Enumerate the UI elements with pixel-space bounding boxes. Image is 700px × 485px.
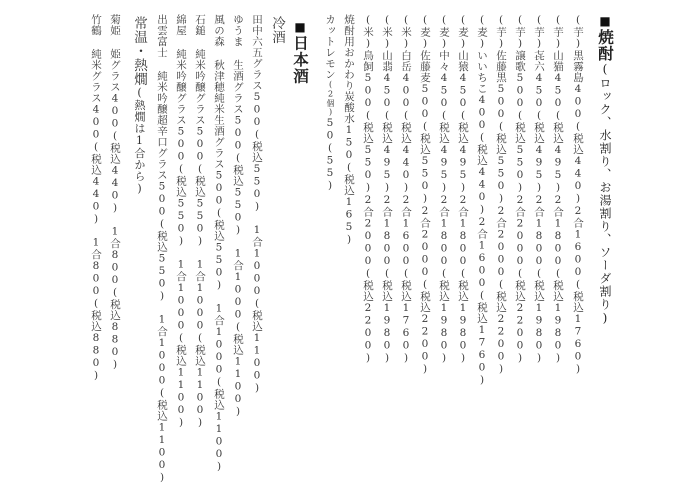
item-name: 中々	[438, 50, 450, 72]
item-type: (芋)	[514, 14, 526, 50]
cold-sake-item	[229, 14, 247, 418]
sake-title: 日本酒	[291, 35, 310, 85]
item-name: 鳥飼	[362, 50, 374, 72]
item-name: 山猫	[552, 50, 564, 72]
item-price: グラス500(税込550) 1合1000(税込1100)	[156, 147, 168, 484]
shochu-item	[359, 14, 377, 365]
item-name: 黒霧島	[572, 50, 584, 83]
item-type: (芋)	[572, 14, 584, 50]
item-type: (芋)	[533, 14, 545, 50]
item-qty: (2個)	[326, 80, 335, 117]
item-glass-price: 400(税込440)	[572, 83, 584, 205]
shochu-item	[454, 14, 472, 365]
shochu-item	[378, 14, 396, 365]
soda-item	[340, 14, 358, 246]
sake-section-heading	[288, 20, 312, 85]
warm-sake-item	[87, 14, 105, 382]
item-go-price: 2合2000(税込2200)	[514, 194, 526, 365]
item-go-price: 2合1800(税込1980)	[533, 194, 545, 365]
item-name: 白岳	[400, 50, 412, 72]
item-type: (米)	[362, 14, 374, 50]
cold-sake-item	[172, 14, 190, 429]
item-type: (麦)	[476, 14, 488, 50]
item-price: グラス500(税込550) 1合1000(税込1100)	[213, 136, 225, 473]
item-name: 綿屋 純米吟醸	[175, 14, 187, 93]
shochu-item	[549, 14, 567, 365]
shochu-item	[492, 14, 510, 376]
item-go-price: 2合1600(税込1760)	[572, 205, 584, 376]
item-name: ゆうま 生酒	[232, 14, 244, 82]
item-name: 出雲富士 純米吟醸超辛口	[156, 14, 168, 148]
item-name: 風の森 秋津穂純米生酒	[213, 14, 225, 137]
shochu-item	[435, 14, 453, 365]
item-type: (麦)	[438, 14, 450, 50]
shochu-item	[511, 14, 529, 365]
item-price: グラス400(税込440) 1合800(税込880)	[90, 70, 102, 382]
item-price: グラス400(税込440) 1合800(税込880)	[109, 59, 121, 371]
shochu-section-heading	[593, 14, 617, 326]
shochu-title: 焼酎	[596, 29, 615, 62]
item-go-price: 2合2000(税込2200)	[419, 205, 431, 376]
warm-sake-title: 常温・熱燗	[131, 16, 147, 86]
item-name: 石鎚 純米吟醸	[194, 14, 206, 93]
item-name: 佐藤麦	[419, 50, 431, 83]
item-name: 田中六五	[251, 14, 263, 58]
item-go-price: 2合1600(税込1760)	[400, 194, 412, 365]
item-name: 山翡	[381, 50, 393, 72]
item-glass-price: 400(税込440)	[476, 94, 488, 216]
item-glass-price: 500(税込550)	[419, 83, 431, 205]
lemon-item	[321, 14, 339, 192]
item-type: (麦)	[457, 14, 469, 50]
item-go-price: 2合2000(税込2200)	[495, 205, 507, 376]
item-type: (芋)	[495, 14, 507, 50]
item-go-price: 2合2000(税込2200)	[362, 194, 374, 365]
section-marker-icon: ■	[598, 14, 612, 29]
item-go-price: 2合1800(税込1980)	[457, 194, 469, 365]
item-glass-price: 500(税込550)	[514, 72, 526, 194]
shochu-title-note: (ロック、水割り、お湯割り、ソーダ割り)	[598, 62, 612, 326]
item-name: 佐藤黒	[495, 50, 507, 83]
shochu-item	[530, 14, 548, 365]
item-name: カットレモン	[324, 14, 336, 80]
item-go-price: 2合1800(税込1980)	[438, 194, 450, 365]
item-price: 50(55)	[324, 117, 336, 192]
item-name: 山猿	[457, 50, 469, 72]
item-go-price: 2合1800(税込1980)	[381, 194, 393, 365]
cold-sake-heading: 冷酒	[269, 16, 285, 44]
item-glass-price: 450(税込495)	[438, 72, 450, 194]
item-type: (米)	[400, 14, 412, 50]
item-name: 譲歌	[514, 50, 526, 72]
item-price: グラス500(税込550) 1合1000(税込1100)	[194, 92, 206, 429]
item-go-price: 2合1600(税込1760)	[476, 216, 488, 387]
item-glass-price: 450(税込495)	[457, 72, 469, 194]
shochu-item	[397, 14, 415, 365]
cold-sake-item	[191, 14, 209, 429]
shochu-item	[569, 14, 587, 376]
item-glass-price: 450(税込495)	[552, 72, 564, 194]
item-name: 焼酎用おかわり炭酸水	[343, 14, 355, 124]
warm-sake-heading	[128, 16, 150, 196]
item-type: (麦)	[419, 14, 431, 50]
item-price: グラス500(税込550) 1合1000(税込1100)	[232, 81, 244, 418]
item-price: グラス500(税込550) 1合1000(税込1100)	[251, 58, 263, 395]
item-glass-price: 450(税込495)	[381, 72, 393, 194]
item-glass-price: 450(税込495)	[533, 72, 545, 194]
item-name: 竹鶴 純米	[90, 14, 102, 71]
item-price: 150(税込165)	[343, 124, 355, 246]
item-name: いいちこ	[476, 50, 488, 94]
item-go-price: 2合1800(税込1980)	[552, 194, 564, 365]
warm-sake-item	[106, 14, 124, 371]
shochu-item	[473, 14, 491, 387]
cold-sake-item	[248, 14, 266, 395]
item-glass-price: 500(税込550)	[495, 83, 507, 205]
item-price: グラス500(税込550) 1合1000(税込1100)	[175, 92, 187, 429]
cold-sake-item	[210, 14, 228, 473]
section-marker-icon: ■	[293, 20, 307, 35]
shochu-item	[416, 14, 434, 376]
item-glass-price: 400(税込440)	[400, 72, 412, 194]
item-name: 㐂六	[533, 50, 545, 72]
item-type: (米)	[381, 14, 393, 50]
item-type: (芋)	[552, 14, 564, 50]
warm-sake-note: (熱燗は1合から)	[133, 86, 146, 196]
item-glass-price: 500(税込550)	[362, 72, 374, 194]
cold-sake-item	[153, 14, 171, 484]
item-name: 菊姫 姫	[109, 14, 121, 60]
